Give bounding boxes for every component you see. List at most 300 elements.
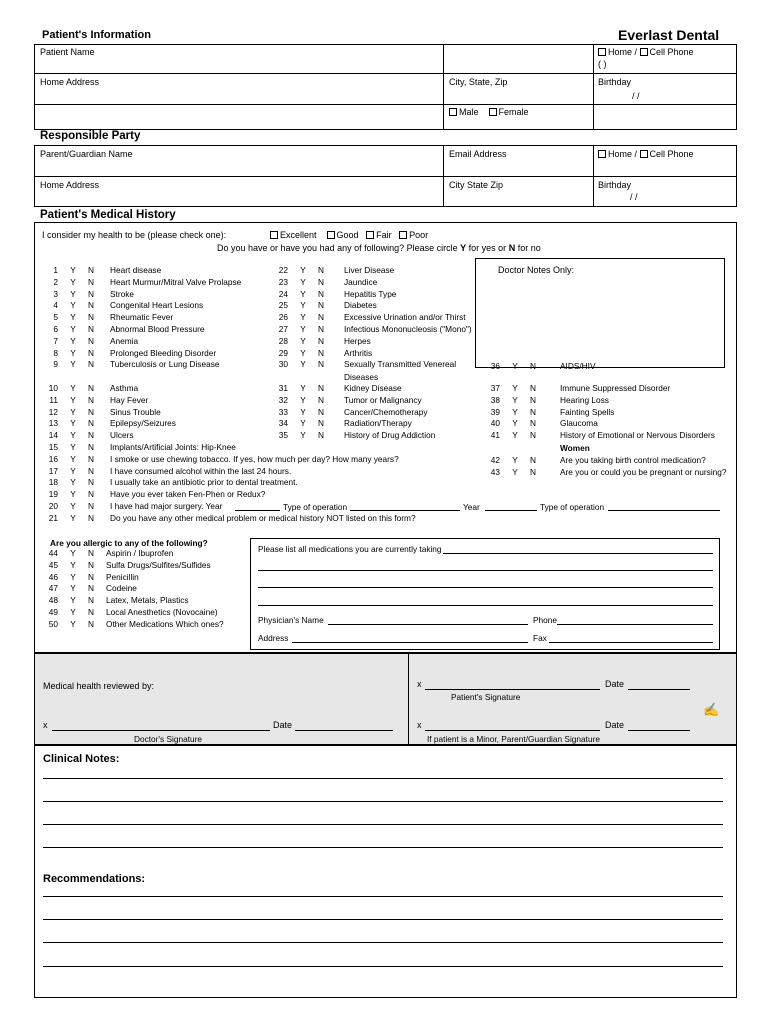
question-row — [272, 359, 456, 369]
guardian-date-label: Date — [605, 720, 625, 730]
no-option[interactable]: N — [88, 335, 94, 346]
yes-option[interactable]: Y — [512, 361, 518, 371]
question-label: History of Emotional or Nervous Disorders — [560, 430, 715, 441]
question-row — [42, 265, 161, 275]
male-checkbox — [449, 108, 457, 116]
yes-option[interactable]: Y — [512, 466, 518, 477]
no-option[interactable]: N — [530, 383, 536, 393]
question-number: 25 — [278, 300, 288, 311]
question-number: 35 — [278, 430, 288, 441]
no-option[interactable]: N — [88, 300, 94, 311]
type-op-label: Type of operation — [283, 502, 348, 512]
question-row — [272, 277, 377, 287]
question-label: AIDS/HIV — [560, 361, 596, 371]
question-row — [484, 455, 706, 465]
question-row — [272, 395, 422, 405]
no-option[interactable]: N — [318, 430, 324, 441]
question-label: Kidney Disease — [344, 383, 402, 393]
question-label: Heart Murmur/Mitral Valve Prolapse — [110, 276, 242, 287]
birthday-slashes: / / — [632, 91, 640, 101]
question-number: 38 — [490, 394, 500, 405]
home-checkbox — [598, 48, 606, 56]
question-row — [272, 289, 396, 299]
no-option[interactable]: N — [88, 383, 94, 393]
guardian-x: x — [417, 720, 422, 730]
question-number: 45 — [48, 559, 58, 570]
question-number: 43 — [490, 466, 500, 477]
question-row — [272, 383, 402, 393]
question-label: Sulfa Drugs/Sulfites/Sulfides — [106, 559, 211, 570]
guardian-signature-caption: If patient is a Minor, Parent/Guardian Signature — [427, 734, 600, 744]
yes-option[interactable]: Y — [70, 453, 76, 464]
question-label: Immune Suppressed Disorder — [560, 383, 671, 393]
yes-option[interactable]: Y — [70, 300, 76, 311]
yes-option[interactable]: Y — [512, 406, 518, 417]
yes-option[interactable]: Y — [70, 477, 76, 488]
no-option[interactable]: N — [88, 312, 94, 323]
question-row — [42, 501, 222, 511]
no-option[interactable]: N — [88, 465, 94, 476]
question-row — [484, 467, 727, 477]
yes-option[interactable]: Y — [300, 383, 306, 393]
yes-option[interactable]: Y — [512, 418, 518, 429]
question-label: Heart disease — [110, 265, 162, 275]
doctor-date-label: Date — [273, 720, 293, 730]
no-option[interactable]: N — [530, 418, 536, 429]
yes-option[interactable]: Y — [70, 465, 76, 476]
yes-option[interactable]: Y — [300, 430, 306, 441]
question-label: Hepatitis Type — [344, 288, 397, 299]
no-option[interactable]: N — [88, 430, 94, 441]
question-label: Infectious Mononucleosis ("Mono") — [344, 324, 472, 334]
recommendations-label: Recommendations: — [43, 873, 146, 885]
question-label: Stroke — [110, 288, 134, 299]
no-option[interactable]: N — [318, 406, 324, 417]
question-number: 44 — [48, 548, 58, 558]
question-number: 4 — [53, 300, 58, 311]
rp-address-label: Home Address — [40, 180, 100, 190]
no-option[interactable]: N — [530, 406, 536, 417]
question-row — [42, 466, 291, 476]
patient-name-label: Patient Name — [40, 47, 95, 57]
yes-option[interactable]: Y — [512, 383, 518, 393]
yes-option[interactable]: Y — [70, 383, 76, 393]
question-row — [42, 513, 416, 523]
yes-option[interactable]: Y — [70, 359, 76, 370]
question-number: 12 — [48, 406, 58, 417]
question-label: Herpes — [344, 335, 371, 346]
health-options[interactable]: Excellent Good Fair Poor — [270, 230, 428, 241]
question-number: 49 — [48, 607, 58, 617]
question-number: 21 — [48, 512, 58, 523]
question-label: I have consumed alcohol within the last 24 hours. — [110, 465, 292, 476]
yes-option[interactable]: Y — [70, 559, 76, 570]
yes-option[interactable]: Y — [70, 595, 76, 606]
question-label: Glaucoma — [560, 418, 598, 429]
question-number: 23 — [278, 276, 288, 287]
yes-option[interactable]: Y — [300, 324, 306, 334]
question-number: 36 — [490, 361, 500, 371]
question-row — [42, 312, 173, 322]
physician-label: Physician's Name — [258, 615, 324, 625]
question-row — [272, 430, 435, 440]
question-label: Are you taking birth control medication? — [560, 455, 706, 465]
question-number: 47 — [48, 583, 58, 594]
no-option[interactable]: N — [318, 300, 324, 311]
yes-option[interactable]: Y — [300, 265, 306, 275]
no-option[interactable]: N — [318, 359, 324, 370]
doctor-signature-caption: Doctor's Signature — [134, 734, 202, 744]
no-option[interactable]: N — [88, 347, 94, 358]
no-option[interactable]: N — [530, 361, 536, 371]
yes-option[interactable]: Y — [70, 312, 76, 323]
no-option[interactable]: N — [88, 276, 94, 287]
yes-option[interactable]: Y — [300, 418, 306, 429]
question-label: Fainting Spells — [560, 406, 615, 417]
question-row — [42, 583, 137, 593]
question-label: Latex, Metals, Plastics — [106, 595, 189, 606]
women-label: Women — [560, 443, 590, 453]
question-number: 7 — [53, 335, 58, 346]
question-row — [484, 383, 670, 393]
no-option[interactable]: N — [318, 394, 324, 405]
patient-x: x — [417, 679, 422, 689]
clinical-notes-box — [34, 745, 737, 998]
allergy-title: Are you allergic to any of the following? — [50, 538, 208, 548]
question-label: Diabetes — [344, 300, 377, 311]
yes-option[interactable]: Y — [70, 418, 76, 429]
yes-option[interactable]: Y — [300, 347, 306, 358]
yes-option[interactable]: Y — [300, 300, 306, 311]
question-row — [42, 595, 189, 605]
gender-select[interactable]: Male Female — [449, 107, 529, 118]
no-option[interactable]: N — [88, 595, 94, 606]
col2-extra: Diseases — [344, 372, 379, 382]
no-option[interactable]: N — [530, 430, 536, 441]
year-label: Year — [463, 502, 480, 512]
question-label: Congenital Heart Lesions — [110, 300, 204, 311]
no-option[interactable]: N — [88, 406, 94, 417]
yes-option[interactable]: Y — [70, 347, 76, 358]
question-label: Penicillin — [106, 571, 139, 582]
medications-label: Please list all medications you are currently taking — [258, 544, 442, 554]
question-number: 48 — [48, 595, 58, 606]
question-row — [42, 348, 216, 358]
circle-prompt: Do you have or have you had any of following? Please circle Y for yes or N for no — [217, 243, 541, 253]
yes-option[interactable]: Y — [70, 442, 76, 452]
yes-option[interactable]: Y — [512, 455, 518, 465]
yes-option[interactable]: Y — [300, 394, 306, 405]
yes-option[interactable]: Y — [70, 607, 76, 617]
question-row — [42, 300, 203, 310]
page-title: Patient's Information — [42, 29, 151, 41]
no-option[interactable]: N — [88, 394, 94, 405]
no-option[interactable]: N — [88, 559, 94, 570]
question-number: 6 — [53, 324, 58, 334]
question-row — [42, 442, 236, 452]
no-option[interactable]: N — [318, 383, 324, 393]
yes-option[interactable]: Y — [512, 394, 518, 405]
clinical-notes-label: Clinical Notes: — [43, 753, 120, 765]
brand-name: Everlast Dental — [618, 27, 720, 43]
question-label: Hearing Loss — [560, 394, 609, 405]
question-row — [42, 572, 139, 582]
fax-label: Fax — [533, 633, 547, 643]
question-number: 42 — [490, 455, 500, 465]
question-number: 41 — [490, 430, 500, 441]
birthday-label: Birthday — [598, 77, 632, 87]
doctor-x: x — [43, 720, 48, 730]
question-label: I usually take an antibiotic prior to dental treatment. — [110, 477, 298, 488]
question-number: 37 — [490, 383, 500, 393]
yes-option[interactable]: Y — [70, 335, 76, 346]
question-row — [42, 454, 399, 464]
home-address-label: Home Address — [40, 77, 100, 87]
yes-option[interactable]: Y — [70, 489, 76, 500]
question-number: 40 — [490, 418, 500, 429]
no-option[interactable]: N — [88, 359, 94, 370]
question-label: Have you ever taken Fen-Phen or Redux? — [110, 489, 266, 500]
question-label: Are you or could you be pregnant or nursing? — [560, 466, 727, 477]
question-label: Prolonged Bleeding Disorder — [110, 347, 217, 358]
question-label: Asthma — [110, 383, 139, 393]
question-row — [484, 395, 609, 405]
no-option[interactable]: N — [318, 265, 324, 275]
question-row — [272, 312, 466, 322]
yes-option[interactable]: Y — [70, 618, 76, 629]
question-number: 11 — [49, 394, 58, 405]
no-option[interactable]: N — [530, 466, 536, 477]
no-option[interactable]: N — [88, 453, 94, 464]
no-option[interactable]: N — [318, 335, 324, 346]
no-option[interactable]: N — [88, 324, 94, 334]
phone-type[interactable]: Home / Cell Phone — [598, 47, 694, 58]
question-row — [272, 418, 412, 428]
question-row — [42, 560, 211, 570]
question-label: History of Drug Addiction — [344, 430, 436, 441]
no-option[interactable]: N — [318, 347, 324, 358]
yes-option[interactable]: Y — [70, 430, 76, 441]
question-label: Radiation/Therapy — [344, 418, 412, 429]
question-number: 50 — [48, 618, 58, 629]
patient-date-label: Date — [605, 679, 625, 689]
question-row — [42, 548, 173, 558]
type-op-label-2: Type of operation — [540, 502, 605, 512]
no-option[interactable]: N — [88, 442, 94, 452]
question-label: Codeine — [106, 583, 137, 594]
health-prompt: I consider my health to be (please check one): — [42, 230, 227, 240]
question-number: 30 — [278, 359, 288, 370]
question-number: 13 — [48, 418, 58, 429]
question-row — [42, 289, 134, 299]
question-row — [42, 430, 134, 440]
question-number: 29 — [278, 347, 288, 358]
question-label: Cancer/Chemotherapy — [344, 406, 428, 417]
question-number: 8 — [53, 347, 58, 358]
medical-history-title: Patient's Medical History — [40, 209, 176, 221]
question-number: 46 — [48, 571, 58, 582]
question-label: Sexually Transmitted Venereal — [344, 359, 457, 370]
question-label: Local Anesthetics (Novocaine) — [106, 607, 218, 617]
yes-option[interactable]: Y — [300, 288, 306, 299]
question-row — [484, 430, 715, 440]
responsible-party-title: Responsible Party — [40, 130, 141, 142]
yes-option[interactable]: Y — [70, 324, 76, 334]
question-number: 18 — [48, 477, 58, 488]
signatures-box — [34, 653, 737, 745]
phone-label: Phone — [533, 615, 557, 625]
question-number: 3 — [53, 288, 58, 299]
no-option[interactable]: N — [88, 477, 94, 488]
signature-pen-icon: ✍ — [703, 702, 720, 717]
yes-option[interactable]: Y — [70, 512, 76, 523]
question-label: Arthritis — [344, 347, 373, 358]
yes-option[interactable]: Y — [70, 394, 76, 405]
patient-signature-caption: Patient's Signature — [451, 692, 521, 702]
question-number: 22 — [278, 265, 288, 275]
no-option[interactable]: N — [318, 312, 324, 323]
question-number: 14 — [48, 430, 58, 441]
question-number: 19 — [48, 489, 58, 500]
question-label: Epilepsy/Seizures — [110, 418, 176, 429]
doctor-notes-label: Doctor Notes Only: — [498, 265, 575, 275]
yes-option[interactable]: Y — [70, 265, 76, 275]
question-number: 9 — [53, 359, 58, 370]
no-option[interactable]: N — [318, 288, 324, 299]
question-number: 34 — [278, 418, 288, 429]
yes-option[interactable]: Y — [300, 406, 306, 417]
question-label: I smoke or use chewing tobacco. If yes, how much per day? How many years? — [110, 453, 399, 464]
city-state-zip-label: City, State, Zip — [449, 77, 508, 87]
question-label: Rheumatic Fever — [110, 312, 174, 323]
question-row — [42, 277, 241, 287]
yes-option[interactable]: Y — [70, 276, 76, 287]
no-option[interactable]: N — [88, 548, 94, 558]
question-row — [42, 359, 219, 369]
question-row — [272, 348, 372, 358]
yes-option[interactable]: Y — [70, 548, 76, 558]
no-option[interactable]: N — [88, 501, 94, 511]
question-number: 20 — [48, 501, 58, 511]
no-option[interactable]: N — [88, 583, 94, 594]
question-number: 17 — [48, 465, 58, 476]
yes-option[interactable]: Y — [300, 312, 306, 323]
rp-city-label: City State Zip — [449, 180, 504, 190]
physician-address-label: Address — [258, 633, 289, 643]
yes-option[interactable]: Y — [70, 288, 76, 299]
question-row — [484, 418, 598, 428]
question-row — [42, 619, 224, 629]
question-row — [42, 324, 205, 334]
question-row — [42, 407, 161, 417]
question-row — [272, 265, 394, 275]
female-checkbox — [489, 108, 497, 116]
question-row — [42, 477, 298, 487]
question-row — [42, 607, 218, 617]
yes-option[interactable]: Y — [70, 406, 76, 417]
no-option[interactable]: N — [530, 394, 536, 405]
question-label: Implants/Artificial Joints: Hip-Knee — [110, 442, 236, 452]
no-option[interactable]: N — [88, 489, 94, 500]
question-row — [484, 361, 596, 371]
question-label: Other Medications Which ones? — [106, 618, 224, 629]
email-label: Email Address — [449, 149, 507, 159]
question-label: Tumor or Malignancy — [344, 394, 422, 405]
question-label: Liver Disease — [344, 265, 395, 275]
question-label: Jaundice — [344, 276, 378, 287]
question-number: 26 — [278, 312, 288, 323]
question-row — [42, 336, 138, 346]
question-label: Sinus Trouble — [110, 406, 161, 417]
question-label: I have had major surgery. Year — [110, 501, 223, 511]
question-label: Ulcers — [110, 430, 134, 441]
question-row — [272, 324, 472, 334]
no-option[interactable]: N — [88, 288, 94, 299]
no-option[interactable]: N — [88, 607, 94, 617]
question-number: 1 — [53, 265, 58, 275]
question-number: 15 — [48, 442, 58, 452]
question-number: 32 — [278, 394, 288, 405]
question-row — [272, 407, 427, 417]
question-number: 2 — [53, 276, 58, 287]
question-label: Abnormal Blood Pressure — [110, 324, 205, 334]
yes-option[interactable]: Y — [300, 335, 306, 346]
yes-option[interactable]: Y — [300, 276, 306, 287]
rp-birthday-label: Birthday — [598, 180, 632, 190]
question-row — [42, 383, 138, 393]
question-row — [42, 395, 148, 405]
question-label: Excessive Urination and/or Thirst — [344, 312, 466, 323]
no-option[interactable]: N — [88, 512, 94, 523]
medications-box — [250, 538, 720, 650]
question-row — [272, 336, 371, 346]
question-row — [484, 407, 614, 417]
question-label: Aspirin / Ibuprofen — [106, 548, 174, 558]
cell-checkbox — [640, 48, 648, 56]
guardian-name-label: Parent/Guardian Name — [40, 149, 133, 159]
question-number: 10 — [48, 383, 58, 393]
no-option[interactable]: N — [88, 618, 94, 629]
question-number: 24 — [278, 288, 288, 299]
question-label: Anemia — [110, 335, 139, 346]
yes-option[interactable]: Y — [70, 583, 76, 594]
phone-area-code: ( ) — [598, 59, 607, 69]
question-number: 27 — [278, 324, 288, 334]
no-option[interactable]: N — [88, 571, 94, 582]
no-option[interactable]: N — [318, 276, 324, 287]
yes-option[interactable]: Y — [300, 359, 306, 370]
question-label: Hay Fever — [110, 394, 149, 405]
no-option[interactable]: N — [318, 418, 324, 429]
rp-phone-type[interactable]: Home / Cell Phone — [598, 149, 694, 160]
question-row — [42, 418, 176, 428]
question-number: 28 — [278, 335, 288, 346]
question-row — [42, 489, 265, 499]
no-option[interactable]: N — [88, 265, 94, 275]
question-row — [272, 300, 377, 310]
rp-birthday-slashes: / / — [630, 192, 638, 202]
yes-option[interactable]: Y — [70, 501, 76, 511]
question-number: 33 — [278, 406, 288, 417]
question-number: 31 — [278, 383, 288, 393]
no-option[interactable]: N — [88, 418, 94, 429]
question-number: 39 — [490, 406, 500, 417]
no-option[interactable]: N — [530, 455, 536, 465]
yes-option[interactable]: Y — [70, 571, 76, 582]
yes-option[interactable]: Y — [512, 430, 518, 441]
no-option[interactable]: N — [318, 324, 324, 334]
question-number: 16 — [48, 453, 58, 464]
